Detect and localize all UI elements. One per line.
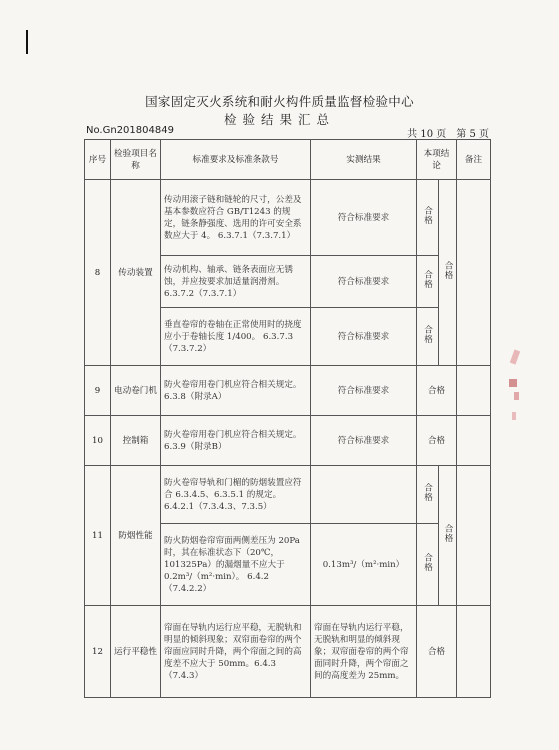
row-result: 0.13m³/（m²·min）: [311, 524, 417, 606]
row-result: 符合标准要求: [311, 366, 417, 416]
row-seq: 12: [85, 606, 111, 698]
header-seq: 序号: [85, 140, 111, 180]
header-remark: 备注: [457, 140, 491, 180]
report-title: 国家固定灭火系统和耐火构件质量监督检验中心: [145, 94, 414, 109]
row-remark: [457, 180, 491, 366]
row-seq: 8: [85, 180, 111, 366]
row-result: 帘面在导轨内运行平稳，无脱轨和明显的倾斜现象；双帘面卷帘的两个帘面同时升降，两个帘面之间的高度差为 25mm。: [311, 606, 417, 698]
table-row: [85, 180, 491, 256]
header-requirement: 标准要求及标准条款号: [161, 140, 311, 180]
row-remark: [457, 466, 491, 606]
row-result: 符合标准要求: [311, 308, 417, 366]
row-conclusion: 合格: [417, 256, 439, 308]
row-conclusion: 合格: [417, 366, 457, 416]
row-seq: 10: [85, 416, 111, 466]
seal-fragment: [510, 349, 520, 364]
row-requirement: 防火卷帘导轨和门楣的防烟装置应符合 6.3.4.5、6.3.5.1 的规定。6.4.2.1（7.3.4.3、7.3.5）: [161, 466, 311, 524]
row-result: 符合标准要求: [311, 256, 417, 308]
seal-fragment: [512, 412, 516, 420]
row-item: 防烟性能: [111, 466, 161, 606]
row-seq: 11: [85, 466, 111, 606]
seal-fragment: [514, 392, 519, 400]
header-conclusion: 本项结论: [417, 140, 457, 180]
row-conclusion: 合格: [417, 308, 439, 366]
row-conclusion: 合格: [417, 416, 457, 466]
row-item: 电动卷门机: [111, 366, 161, 416]
row-conclusion: 合格: [417, 180, 439, 256]
row-conclusion: 合格: [417, 466, 439, 524]
document-number: No.Gn201804849: [86, 125, 174, 136]
results-table: [84, 139, 491, 698]
total-pages: 共 10 页: [407, 129, 447, 140]
row-requirement: 垂直卷帘的卷轴在正常使用时的挠度应小于卷轴长度 1/400。 6.3.7.3（7.3.7.2）: [161, 308, 311, 366]
table-row: [85, 466, 491, 524]
row-result: [311, 466, 417, 524]
row-remark: [457, 366, 491, 416]
table-row: [85, 606, 491, 698]
row-item: 传动装置: [111, 180, 161, 366]
current-page: 第 5 页: [456, 129, 489, 140]
row-item: 运行平稳性: [111, 606, 161, 698]
row-requirement: 帘面在导轨内运行应平稳，无脱轨和明显的倾斜现象；双帘面卷帘的两个帘面应同时升降，两个帘面之间的高度差不应大于 50mm。6.4.3（7.4.3）: [161, 606, 311, 698]
row-seq: 9: [85, 366, 111, 416]
report-subtitle: 检验结果汇总: [223, 112, 335, 127]
row-item: 控制箱: [111, 416, 161, 466]
row-conclusion: 合格: [417, 524, 439, 606]
corner-mark: [26, 30, 28, 54]
row-overall-conclusion: 合格: [439, 180, 457, 366]
header-result: 实测结果: [311, 140, 417, 180]
table-row: [85, 366, 491, 416]
row-conclusion: 合格: [417, 606, 457, 698]
row-result: 符合标准要求: [311, 180, 417, 256]
row-requirement: 防火防烟卷帘帘面两侧差压为 20Pa 时，其在标准状态下（20℃，101325Pa）的漏烟量不应大于 0.2m³/（m²·min）。 6.4.2（7.4.2.2）: [161, 524, 311, 606]
table-row: [85, 416, 491, 466]
row-result: 符合标准要求: [311, 416, 417, 466]
row-remark: [457, 416, 491, 466]
page-info: [397, 125, 489, 140]
table-header-row: [85, 140, 491, 180]
row-overall-conclusion: 合格: [439, 466, 457, 606]
seal-fragment: [509, 379, 517, 387]
row-requirement: 传动机构、轴承、链条表面应无锈蚀，并应按要求加适量润滑剂。6.3.7.2（7.3.7.1）: [161, 256, 311, 308]
row-requirement: 防火卷帘用卷门机应符合相关规定。6.3.8（附录A）: [161, 366, 311, 416]
row-requirement: 传动用滚子链和链轮的尺寸，公差及基本参数应符合 GB/T1243 的规定，链条静强度、选用的许可安全系数应大于 4。 6.3.7.1（7.3.7.1）: [161, 180, 311, 256]
row-remark: [457, 606, 491, 698]
row-requirement: 防火卷帘用卷门机应符合相关规定。6.3.9（附录B）: [161, 416, 311, 466]
header-item: 检验项目名称: [111, 140, 161, 180]
